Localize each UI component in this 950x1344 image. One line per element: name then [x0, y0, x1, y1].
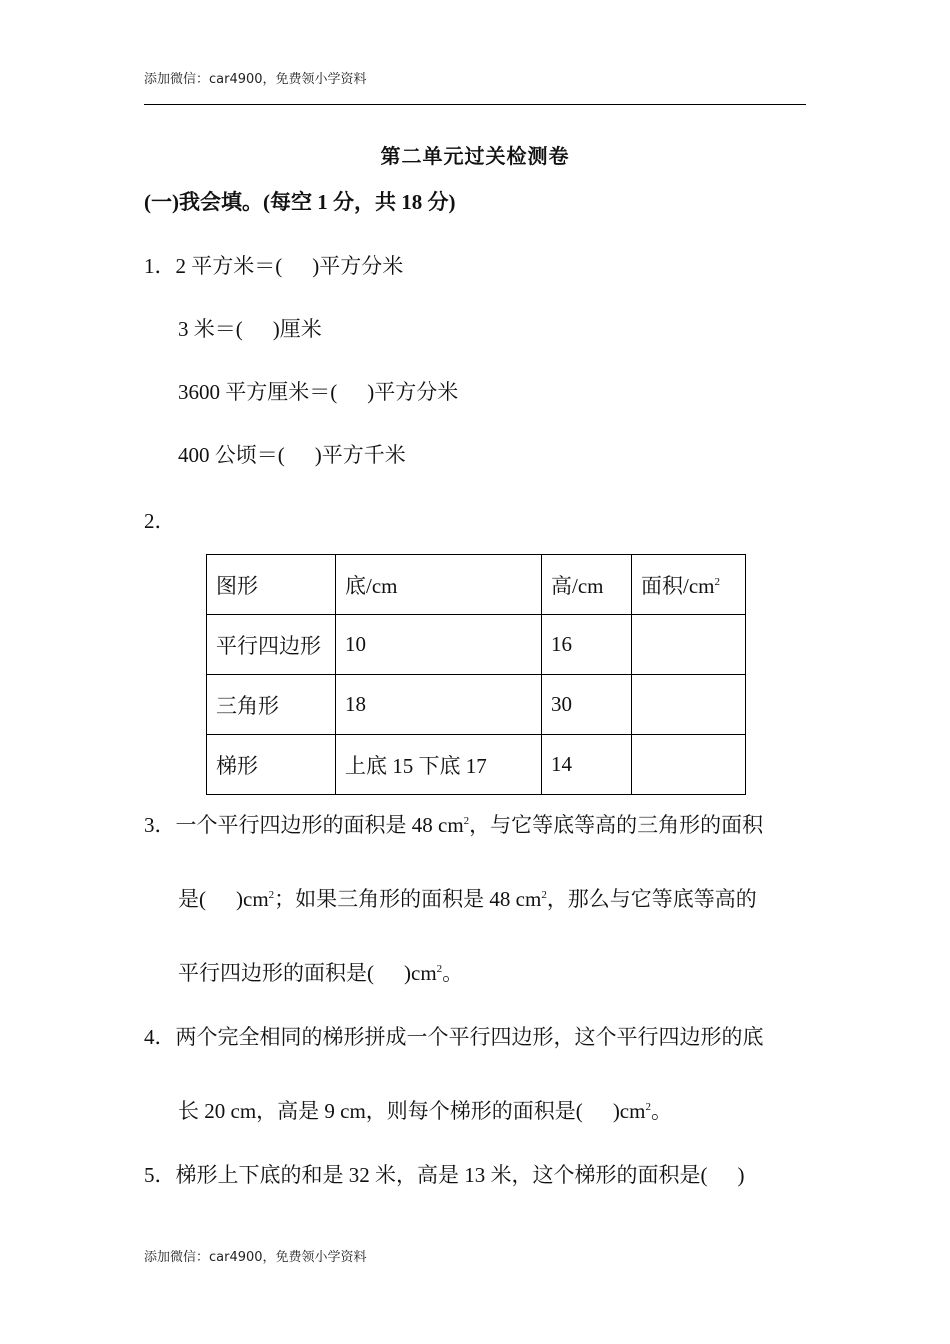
q3-text-2b: )cm	[236, 887, 269, 911]
table-cell: 上底 15 下底 17	[336, 735, 542, 795]
table-header-row	[207, 555, 746, 615]
q4-line-2	[178, 1095, 672, 1125]
page-footer: 添加微信：car4900，免费领小学资料	[144, 1250, 367, 1265]
q5-text-a: 梯形上下底的和是 32 米，高是 13 米，这个梯形的面积是(	[175, 1163, 708, 1187]
q3-text-2a: 是(	[178, 887, 206, 911]
table-row	[207, 735, 746, 795]
table-cell: 梯形	[207, 735, 336, 795]
q3-sup-2: 2	[268, 889, 275, 901]
section-heading: (一)我会填。(每空 1 分，共 18 分)	[144, 190, 456, 214]
table-cell: 三角形	[207, 675, 336, 735]
q2-number: 2．	[144, 509, 176, 533]
q3-line-3	[178, 957, 463, 987]
q1-number: 1．	[144, 254, 176, 278]
q1-line-1	[144, 250, 403, 280]
area-header-label: 面积/cm	[641, 573, 715, 598]
q3-sup-3: 2	[541, 889, 547, 901]
q1-line-2	[178, 313, 322, 343]
table-cell: 14	[542, 735, 632, 795]
q1-item-2-b: )厘米	[272, 317, 322, 341]
table-cell: 平行四边形	[207, 615, 336, 675]
q3-sup-4: 2	[436, 963, 443, 975]
q4-line-1	[144, 1021, 764, 1051]
shape-table	[206, 554, 746, 795]
table-cell-answer	[632, 735, 746, 795]
q3-text-1: 一个平行四边形的面积是 48 cm	[175, 813, 464, 837]
table-header-cell: 底/cm	[336, 555, 542, 615]
table-cell-answer	[632, 675, 746, 735]
table-header-cell	[632, 555, 746, 615]
page-title: 第二单元过关检测卷	[380, 146, 570, 168]
q1-line-4	[178, 439, 406, 469]
q3-text-3b: )cm	[404, 961, 437, 985]
q3-number: 3．	[144, 813, 176, 837]
q1-item-4-a: 400 公顷＝(	[178, 443, 285, 467]
q3-text-3c: 。	[442, 961, 464, 985]
q5-number: 5．	[144, 1163, 176, 1187]
area-header-superscript: 2	[714, 575, 720, 588]
table-row	[207, 615, 746, 675]
table-cell: 16	[542, 615, 632, 675]
q3-text-3a: 平行四边形的面积是(	[178, 961, 374, 985]
q1-item-2-a: 3 米＝(	[178, 317, 243, 341]
q1-item-3-a: 3600 平方厘米＝(	[178, 380, 338, 404]
q4-text-2a: 长 20 cm，高是 9 cm，则每个梯形的面积是(	[178, 1099, 583, 1123]
q3-line-1	[144, 809, 763, 839]
q3-text-2d: ，那么与它等底等高的	[546, 887, 757, 911]
q1-item-1-b: )平方分米	[312, 254, 404, 278]
q4-sup: 2	[645, 1101, 651, 1113]
q3-text-2c: ；如果三角形的面积是 48 cm	[274, 887, 542, 911]
q4-text-2c: 。	[650, 1099, 672, 1123]
q4-text-2b: )cm	[612, 1099, 646, 1123]
table-row	[207, 675, 746, 735]
q3-sup-1: 2	[463, 815, 470, 827]
q3-text-1b: ，与它等底等高的三角形的面积	[469, 813, 764, 837]
table-cell-answer	[632, 615, 746, 675]
q4-number: 4．	[144, 1025, 176, 1049]
table-cell: 10	[336, 615, 542, 675]
q5-text-b: )	[737, 1163, 745, 1187]
table-cell: 30	[542, 675, 632, 735]
table-header-cell: 图形	[207, 555, 336, 615]
table-header-cell: 高/cm	[542, 555, 632, 615]
q4-text-1: 两个完全相同的梯形拼成一个平行四边形，这个平行四边形的底	[175, 1025, 764, 1049]
table-cell: 18	[336, 675, 542, 735]
header-rule	[144, 104, 806, 105]
q3-line-2	[178, 883, 757, 913]
q5-line-1	[144, 1159, 745, 1189]
q1-line-3	[178, 376, 458, 406]
q1-item-1-a: 2 平方米＝(	[175, 254, 283, 278]
page-header: 添加微信：car4900，免费领小学资料	[144, 72, 367, 87]
q1-item-3-b: )平方分米	[367, 380, 459, 404]
q1-item-4-b: )平方千米	[314, 443, 406, 467]
